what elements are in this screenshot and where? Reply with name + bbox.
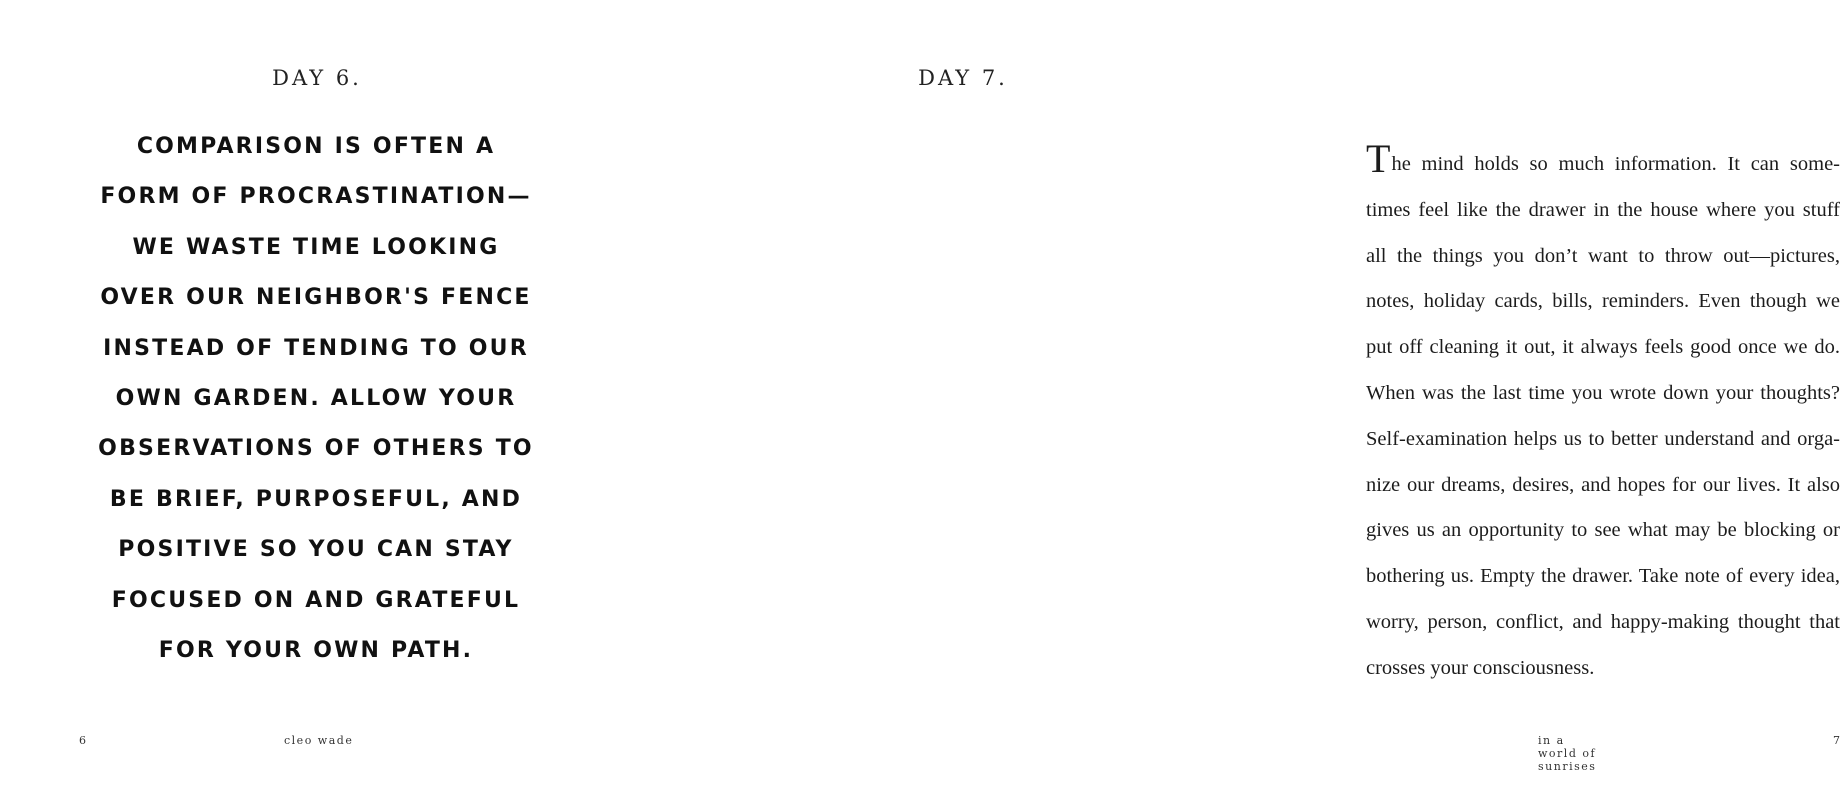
prose-line: worry, person, conflict, and happy-making thought that [1366,610,1840,633]
quote-line: BE BRIEF, PURPOSEFUL, AND [109,486,523,512]
page-number-right: 7 [1833,734,1840,747]
quote-line: INSTEAD OF TENDING TO OUR [103,335,529,361]
quote-line: POSITIVE SO YOU CAN STAY [118,537,514,563]
prose-line [1366,136,1840,188]
prose-line-text: he mind holds so much information. It can some- [1391,153,1840,175]
quote-line: OBSERVATIONS OF OTHERS TO [98,436,534,462]
quote-line: FOR YOUR OWN PATH. [158,637,474,663]
prose-line: When was the last time you wrote down your thoughts? [1366,381,1840,404]
quote-line: OWN GARDEN. ALLOW YOUR [115,385,517,411]
running-head-title: in a world of sunrises [1538,734,1597,773]
prose-line: put off cleaning it out, it always feels good once we do. [1366,336,1840,359]
quote-line: FOCUSED ON AND GRATEFUL [111,587,521,613]
running-head-author: cleo wade [284,734,354,747]
drop-cap: T [1366,136,1391,181]
prose-line: crosses your consciousness. [1366,656,1595,679]
quote-line: WE WASTE TIME LOOKING [132,234,500,260]
day-7-heading: DAY 7. [918,66,1008,90]
prose-line: gives us an opportunity to see what may be blocking or [1366,519,1840,542]
quote-line: OVER OUR NEIGHBOR'S FENCE [100,285,532,311]
body-text [1366,136,1840,692]
prose-line: times feel like the drawer in the house where you stuff [1366,198,1840,221]
prose-line: bothering us. Empty the drawer. Take note of every idea, [1366,565,1840,588]
prose-line: Self-examination helps us to better understand and orga- [1366,427,1840,450]
right-page [640,0,1840,800]
prose-line: nize our dreams, desires, and hopes for our lives. It also [1366,473,1840,496]
prose-line: all the things you don’t want to throw out—pictures, [1366,244,1840,267]
quote-line: COMPARISON IS OFTEN A [136,134,496,159]
day-6-heading: DAY 6. [272,66,362,90]
left-page [0,0,640,800]
handwritten-quote [96,122,536,676]
page-number-left: 6 [79,734,86,747]
quote-line: FORM OF PROCRASTINATION— [100,184,532,210]
prose-line: notes, holiday cards, bills, reminders. Even though we [1366,290,1840,313]
